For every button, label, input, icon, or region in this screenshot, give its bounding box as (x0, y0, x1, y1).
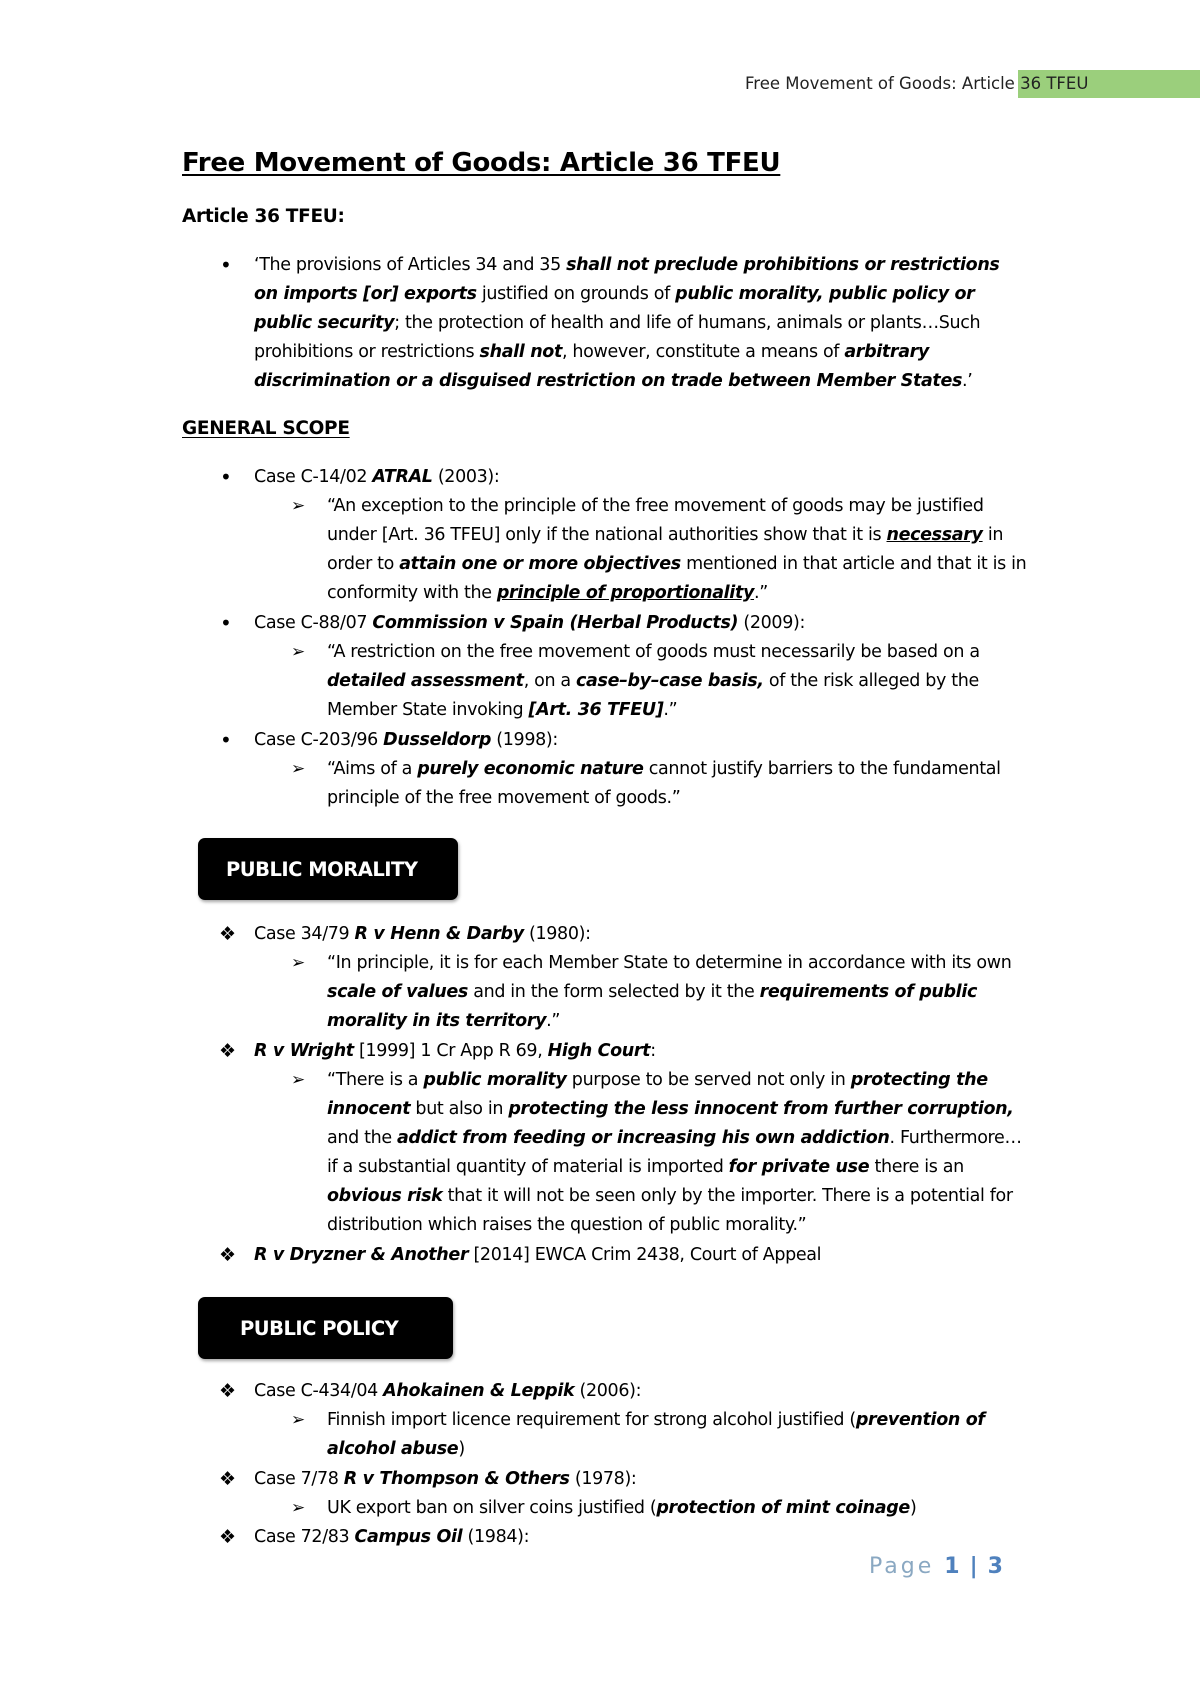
arrow-bullet-icon: ➢ (291, 953, 306, 973)
case-herbal-products: Case C-88/07 Commission v Spain (Herbal Products) (2009): (254, 613, 806, 633)
diamond-bullet-icon: ❖ (219, 1040, 237, 1062)
bullet-icon: • (220, 253, 232, 277)
case-atral: Case C-14/02 ATRAL (2003): (254, 467, 500, 487)
case-wright: R v Wright [1999] 1 Cr App R 69, High Court: (254, 1041, 656, 1061)
arrow-bullet-icon: ➢ (291, 759, 306, 779)
case-dryzner: R v Dryzner & Another [2014] EWCA Crim 2438, Court of Appeal (254, 1245, 822, 1265)
diamond-bullet-icon: ❖ (219, 1468, 237, 1490)
atral-quote: “An exception to the principle of the free movement of goods may be justified under [Art. 36 TFEU] only if the national authorities show that it is necessary in order to attain one or more objectives mentioned in that article and that it is in conformity with the principle of proportionality.” (327, 496, 1027, 603)
case-campus-oil: Case 72/83 Campus Oil (1984): (254, 1527, 530, 1547)
wright-quote: “There is a public morality purpose to be served not only in protecting the innocent but also in protecting the less innocent from further corruption, and the addict from feeding or increasing his own addiction. Furthermore… if a substantial quantity of material is imported for private use there is an obvious risk that it will not be seen only by the importer. There is a potential for distribution which raises the question of public morality.” (327, 1070, 1022, 1235)
case-thompson: Case 7/78 R v Thompson & Others (1978): (254, 1469, 637, 1489)
running-header: Free Movement of Goods: Article 36 TFEU (745, 74, 1089, 93)
henn-quote: “In principle, it is for each Member State to determine in accordance with its own scale of values and in the form selected by it the requirements of public morality in its territory.” (327, 953, 1012, 1031)
document-title: Free Movement of Goods: Article 36 TFEU (182, 148, 781, 178)
diamond-bullet-icon: ❖ (219, 1380, 237, 1402)
case-henn-darby: Case 34/79 R v Henn & Darby (1980): (254, 924, 591, 944)
diamond-bullet-icon: ❖ (219, 923, 237, 945)
case-dusseldorp: Case C-203/96 Dusseldorp (1998): (254, 730, 558, 750)
bullet-icon: • (220, 728, 232, 752)
bullet-icon: • (220, 465, 232, 489)
thompson-point: UK export ban on silver coins justified (protection of mint coinage) (327, 1498, 917, 1518)
page-number-footer: Page 1 | 3 (869, 1554, 1003, 1579)
arrow-bullet-icon: ➢ (291, 642, 306, 662)
public-morality-banner: PUBLIC MORALITY (198, 838, 458, 900)
arrow-bullet-icon: ➢ (291, 1070, 306, 1090)
case-ahokainen: Case C-434/04 Ahokainen & Leppik (2006): (254, 1381, 642, 1401)
public-policy-banner: PUBLIC POLICY (198, 1297, 453, 1359)
arrow-bullet-icon: ➢ (291, 1498, 306, 1518)
dusseldorp-quote: “Aims of a purely economic nature cannot justify barriers to the fundamental principle of the free movement of goods.” (327, 759, 1001, 808)
diamond-bullet-icon: ❖ (219, 1526, 237, 1548)
ahokainen-point: Finnish import licence requirement for strong alcohol justified (prevention of alcohol abuse) (327, 1410, 985, 1459)
article-quote: ‘The provisions of Articles 34 and 35 shall not preclude prohibitions or restrictions on imports [or] exports justified on grounds of public morality, public policy or public security; the protection of health and life of humans, animals or plants…Such prohibitions or restrictions shall not, however, constitute a means of arbitrary discrimination or a disguised restriction on trade between Member States.’ (254, 255, 1000, 391)
diamond-bullet-icon: ❖ (219, 1244, 237, 1266)
herbal-quote: “A restriction on the free movement of goods must necessarily be based on a detailed assessment, on a case–by–case basis, of the risk alleged by the Member State invoking [Art. 36 TFEU].” (327, 642, 980, 720)
article-heading: Article 36 TFEU: (182, 206, 345, 227)
bullet-icon: • (220, 611, 232, 635)
arrow-bullet-icon: ➢ (291, 1410, 306, 1430)
arrow-bullet-icon: ➢ (291, 496, 306, 516)
general-scope-heading: GENERAL SCOPE (182, 418, 350, 439)
